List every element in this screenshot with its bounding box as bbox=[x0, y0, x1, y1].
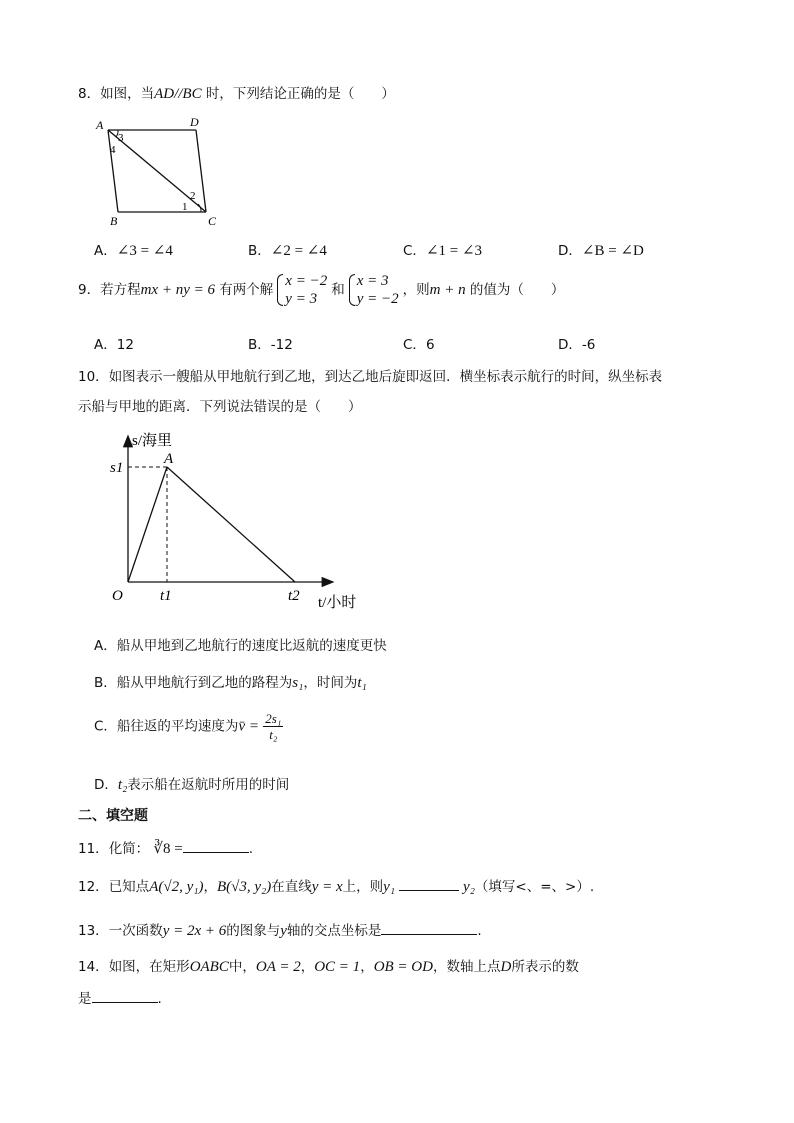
q10-distance-time-graph bbox=[100, 425, 370, 615]
q8-option-c[interactable] bbox=[403, 239, 482, 260]
q9-mid2: ，则 bbox=[402, 282, 430, 298]
option-letter: B． bbox=[248, 243, 271, 259]
q10-stem-line2: 示船与甲地的距离．下列说法错误的是（ ） bbox=[78, 399, 362, 415]
q10-option-d[interactable]: D．t₂表示船在返航时所用的时间 bbox=[94, 777, 290, 793]
q9-option-d[interactable]: D．-6 bbox=[558, 337, 596, 353]
q8-pre: 如图，当 bbox=[100, 86, 155, 102]
y-axis-label: s/海里 bbox=[132, 433, 173, 449]
q10-option-c[interactable]: C．船往返的平均速度为v̄ = $\frac{\text{2s₁}}{\text{t₂}}$ bbox=[94, 711, 282, 742]
point-label-A: A bbox=[164, 451, 174, 467]
average-speed-fraction: $\frac{\text{2s₁}}{\text{t₂}}$ bbox=[265, 711, 282, 742]
q11-answer-blank[interactable] bbox=[183, 851, 249, 853]
q9-option-a[interactable]: A．12 bbox=[94, 337, 134, 353]
q8-angle-4: 4 bbox=[110, 144, 116, 156]
q9-and: 和 bbox=[331, 282, 345, 298]
x-axis-label: t/小时 bbox=[318, 595, 357, 611]
q13-answer-blank[interactable] bbox=[381, 933, 477, 935]
q9-mid: 有两个解 bbox=[215, 282, 274, 298]
option-text: ∠2 = ∠4 bbox=[270, 243, 327, 259]
option-text: ∠1 = ∠3 bbox=[425, 243, 483, 259]
q9-equation: mx + ny = 6 bbox=[140, 282, 215, 298]
tick-label-t2: t2 bbox=[288, 588, 300, 604]
q9-solution-2: x = 3 y = −2 bbox=[349, 272, 399, 308]
q12-answer-blank[interactable] bbox=[399, 889, 459, 891]
q10-number: 10． bbox=[78, 369, 109, 385]
origin-label: O bbox=[112, 588, 123, 604]
q12-stem: 12．已知点A(√2, y₁)，B(√3, y₂)在直线y = x上，则y₁ y₂（填写<、=、>）. bbox=[78, 879, 595, 895]
q9-solution-1: x = −2 y = 3 bbox=[277, 272, 327, 308]
q8-option-b[interactable] bbox=[248, 239, 327, 260]
q9-post: 的值为（ ） bbox=[465, 282, 565, 298]
q9-option-c[interactable]: C．6 bbox=[403, 337, 435, 353]
q8-angle-2: 2 bbox=[190, 190, 196, 202]
tick-label-t1: t1 bbox=[160, 588, 172, 604]
q8-label-C: C bbox=[208, 214, 217, 228]
q9-stem bbox=[78, 272, 564, 308]
q8-label-B: B bbox=[110, 214, 118, 228]
option-letter: C． bbox=[403, 243, 426, 259]
q9-pre: 若方程 bbox=[100, 282, 141, 298]
q10-option-b[interactable]: B．船从甲地航行到乙地的路程为s₁，时间为t₁ bbox=[94, 675, 367, 691]
q8-post: 时，下列结论正确的是（ ） bbox=[201, 86, 395, 102]
q9-option-b[interactable]: B．-12 bbox=[248, 337, 293, 353]
option-letter: D． bbox=[558, 243, 582, 259]
outbound-segment bbox=[128, 467, 167, 582]
q14-answer-blank[interactable] bbox=[92, 1001, 158, 1003]
q8-angle-3: 3 bbox=[118, 132, 124, 144]
q9-number: 9． bbox=[78, 282, 101, 298]
q14-stem-line1: 14．如图，在矩形OABC中，OA = 2，OC = 1，OB = OD，数轴上点D所表示的数 bbox=[78, 959, 579, 975]
q13-stem: 13．一次函数y = 2x + 6的图象与y轴的交点坐标是 . bbox=[78, 923, 482, 939]
q8-angle-1: 1 bbox=[182, 201, 188, 213]
q8-label-A: A bbox=[96, 118, 104, 132]
q10-stem-line1 bbox=[78, 365, 662, 385]
q11-stem: 11．化简： ∛8 = . bbox=[78, 841, 254, 857]
q8-option-d[interactable] bbox=[558, 239, 644, 260]
q8-condition: AD//BC bbox=[154, 86, 202, 102]
option-text: ∠3 = ∠4 bbox=[116, 243, 173, 259]
tick-label-s1: s1 bbox=[110, 460, 124, 476]
q14-stem-line2: 是 . bbox=[78, 991, 162, 1007]
return-segment bbox=[167, 467, 295, 582]
q9-expr: m + n bbox=[429, 282, 466, 298]
option-letter: A． bbox=[94, 243, 117, 259]
option-text: ∠B = ∠D bbox=[581, 243, 644, 259]
q8-stem bbox=[78, 82, 395, 103]
q8-option-a[interactable] bbox=[94, 239, 173, 260]
section-heading-fill-in: 二、填空题 bbox=[78, 808, 148, 824]
q8-quadrilateral-figure bbox=[90, 112, 225, 230]
q10-text-1: 如图表示一艘船从甲地航行到乙地，到达乙地后旋即返回．横坐标表示航行的时间，纵坐标表 bbox=[108, 369, 663, 385]
q8-label-D: D bbox=[190, 115, 199, 129]
q10-option-a[interactable]: A．船从甲地到乙地航行的速度比返航的速度更快 bbox=[94, 638, 387, 654]
q8-number: 8． bbox=[78, 86, 101, 102]
